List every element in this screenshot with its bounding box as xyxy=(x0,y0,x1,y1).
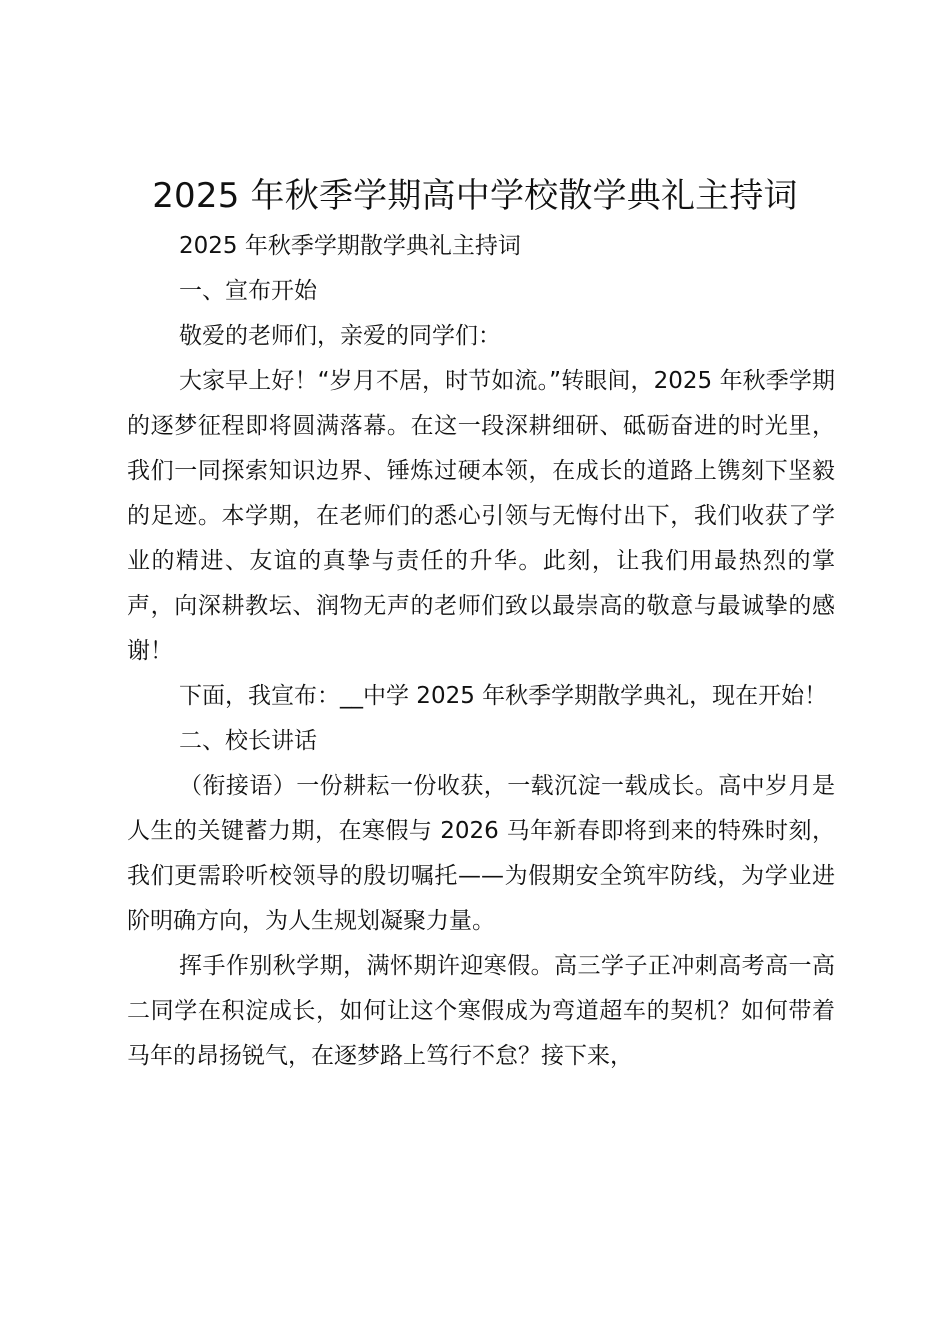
body-paragraph: 下面，我宣布：__中学 2025 年秋季学期散学典礼，现在开始！ xyxy=(179,683,828,709)
subtitle-paragraph: 2025 年秋季学期散学典礼主持词 xyxy=(179,233,521,259)
body-paragraph: 大家早上好！“岁月不居，时节如流。”转眼间，2025 年秋季学期的逐梦征程即将圆满落幕。在这一段深耕细研、砥砺奋进的时光里，我们一同探索知识边界、锤炼过硬本领，在成长的道路上镌刻下坚毅的足迹。本学期，在老师们的悉心引领与无悔付出下，我们收获了学业的精进、友谊的真挚与责任的升华。此刻，让我们用最热烈的掌声，向深耕教坛、润物无声的老师们致以最崇高的敬意与最诚挚的感谢！ xyxy=(127,368,835,664)
section-heading-principal: 二、校长讲话 xyxy=(179,728,317,754)
greeting-paragraph: 敬爱的老师们，亲爱的同学们： xyxy=(179,323,501,349)
document-body xyxy=(127,224,835,1079)
body-paragraph: （衔接语）一份耕耘一份收获，一载沉淀一载成长。高中岁月是人生的关键蓄力期，在寒假与 2026 马年新春即将到来的特殊时刻，我们更需聆听校领导的殷切嘱托——为假期安全筑牢防线，为学业进阶明确方向，为人生规划凝聚力量。 xyxy=(127,773,835,934)
body-paragraph: 挥手作别秋学期，满怀期许迎寒假。高三学子正冲刺高考高一高二同学在积淀成长，如何让这个寒假成为弯道超车的契机？如何带着马年的昂扬锐气，在逐梦路上笃行不怠？接下来， xyxy=(127,953,835,1069)
section-heading-opening: 一、宣布开始 xyxy=(179,278,317,304)
document-title: 2025 年秋季学期高中学校散学典礼主持词 xyxy=(152,176,798,216)
